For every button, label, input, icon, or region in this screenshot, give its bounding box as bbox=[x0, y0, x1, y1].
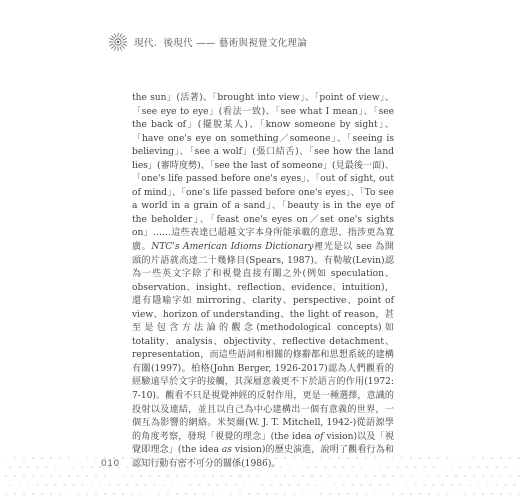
decorative-dot bbox=[441, 466, 443, 468]
decorative-dot bbox=[513, 484, 515, 486]
decorative-dot bbox=[369, 484, 371, 486]
decorative-dot bbox=[437, 475, 439, 477]
decorative-dot bbox=[324, 466, 326, 468]
decorative-dot bbox=[450, 466, 452, 468]
decorative-dot bbox=[428, 475, 430, 477]
text-segment: vision)以及「視覺即理念」(the idea bbox=[132, 431, 394, 456]
decorative-dot bbox=[333, 484, 335, 486]
decorative-dot bbox=[383, 457, 385, 459]
decorative-dot bbox=[257, 493, 259, 495]
decorative-dot bbox=[446, 457, 448, 459]
decorative-dot bbox=[230, 493, 232, 495]
decorative-dot bbox=[54, 484, 56, 486]
decorative-dot bbox=[513, 466, 515, 468]
decorative-dot bbox=[239, 475, 241, 477]
decorative-dot bbox=[464, 493, 466, 495]
decorative-dot bbox=[428, 457, 430, 459]
decorative-dot bbox=[275, 493, 277, 495]
decorative-dot bbox=[288, 466, 290, 468]
decorative-dot bbox=[149, 475, 151, 477]
decorative-dot bbox=[311, 457, 313, 459]
emphasis-of: of bbox=[314, 431, 324, 442]
decorative-dot bbox=[293, 475, 295, 477]
decorative-dot bbox=[153, 466, 155, 468]
decorative-dot bbox=[189, 484, 191, 486]
decorative-dot bbox=[405, 484, 407, 486]
decorative-dot bbox=[473, 457, 475, 459]
decorative-dot bbox=[423, 466, 425, 468]
decorative-dot bbox=[68, 457, 70, 459]
decorative-dot bbox=[149, 457, 151, 459]
decorative-dot bbox=[72, 466, 74, 468]
decorative-dot bbox=[126, 466, 128, 468]
decorative-dot bbox=[360, 484, 362, 486]
body-paragraph bbox=[132, 92, 394, 471]
decorative-dot bbox=[144, 466, 146, 468]
decorative-dot bbox=[135, 466, 137, 468]
decorative-dot bbox=[212, 493, 214, 495]
decorative-dot bbox=[324, 484, 326, 486]
decorative-dot bbox=[329, 493, 331, 495]
decorative-dot bbox=[50, 457, 52, 459]
decorative-dot bbox=[356, 457, 358, 459]
decorative-dot bbox=[284, 475, 286, 477]
decorative-dot bbox=[194, 457, 196, 459]
decorative-dot bbox=[68, 475, 70, 477]
decorative-dot bbox=[450, 484, 452, 486]
decorative-dot bbox=[482, 493, 484, 495]
decorative-dot bbox=[392, 457, 394, 459]
decorative-dot bbox=[104, 493, 106, 495]
decorative-dot bbox=[410, 475, 412, 477]
decorative-dot bbox=[383, 475, 385, 477]
decorative-dot bbox=[473, 493, 475, 495]
decorative-dot bbox=[275, 475, 277, 477]
decorative-dot bbox=[117, 466, 119, 468]
decorative-dot bbox=[455, 493, 457, 495]
decorative-dot bbox=[356, 475, 358, 477]
decorative-dot bbox=[279, 466, 281, 468]
decorative-dot bbox=[230, 457, 232, 459]
decorative-dot bbox=[414, 466, 416, 468]
decorative-dot bbox=[135, 484, 137, 486]
decorative-dot bbox=[140, 475, 142, 477]
decorative-dot bbox=[257, 475, 259, 477]
decorative-dot bbox=[41, 457, 43, 459]
decorative-dot bbox=[180, 466, 182, 468]
sunburst-icon bbox=[108, 32, 128, 52]
decorative-dot bbox=[365, 475, 367, 477]
decorative-dot bbox=[243, 484, 245, 486]
decorative-dot bbox=[50, 493, 52, 495]
decorative-dot bbox=[95, 475, 97, 477]
decorative-dot bbox=[194, 475, 196, 477]
decorative-dot bbox=[423, 484, 425, 486]
decorative-dot bbox=[216, 484, 218, 486]
decorative-dot bbox=[365, 457, 367, 459]
decorative-dot bbox=[248, 493, 250, 495]
decorative-dot bbox=[122, 457, 124, 459]
decorative-dot bbox=[329, 457, 331, 459]
decorative-dot bbox=[365, 493, 367, 495]
decorative-dot bbox=[329, 475, 331, 477]
decorative-dot bbox=[437, 457, 439, 459]
decorative-dot bbox=[491, 457, 493, 459]
decorative-dot bbox=[459, 466, 461, 468]
decorative-dot bbox=[167, 475, 169, 477]
decorative-dot bbox=[63, 484, 65, 486]
decorative-dot bbox=[342, 484, 344, 486]
decorative-dot bbox=[176, 457, 178, 459]
decorative-dot bbox=[77, 493, 79, 495]
decorative-dot bbox=[320, 457, 322, 459]
decorative-dot bbox=[207, 466, 209, 468]
decorative-dot bbox=[347, 457, 349, 459]
decorative-dot bbox=[95, 493, 97, 495]
decorative-dot bbox=[306, 466, 308, 468]
decorative-dot bbox=[275, 457, 277, 459]
decorative-dot bbox=[77, 475, 79, 477]
decorative-dot bbox=[59, 457, 61, 459]
decorative-dot bbox=[81, 466, 83, 468]
decorative-dot bbox=[41, 475, 43, 477]
decorative-dot bbox=[23, 475, 25, 477]
decorative-dot bbox=[81, 484, 83, 486]
decorative-dot bbox=[5, 493, 7, 495]
decorative-dot bbox=[432, 466, 434, 468]
decorative-dot bbox=[446, 475, 448, 477]
decorative-dot bbox=[167, 493, 169, 495]
decorative-dot bbox=[419, 493, 421, 495]
decorative-dot bbox=[392, 493, 394, 495]
decorative-dot bbox=[387, 466, 389, 468]
decorative-dot bbox=[234, 484, 236, 486]
decorative-dot bbox=[9, 466, 11, 468]
decorative-dot bbox=[203, 475, 205, 477]
decorative-dot bbox=[446, 493, 448, 495]
decorative-dot bbox=[162, 484, 164, 486]
decorative-dot bbox=[77, 457, 79, 459]
text-segment: the sun」(活著)、「brought into view」、「point of view」、「see eye to eye」(看法一致)、「see what I mean」、「see the back of」(擺脫某人)、「know someone by sight」、「have one's eye on something／someone」、「seeing is believing」、「see a wolf」(張口結舌)、「see how the land lies」(審時度勢)、「see the last of someone」(見最後一面)、「one's life passed before one's eyes」、「out of sight, out of mind」、「one's life passed before one's eyes」、「To see a world in a grain of a sand」、「beauty is in the eye of the beholder」、「feast one's eyes on／set one's sights on」……這些表達已超越文字本身所能承載的意思，指涉更為寬廣。 bbox=[132, 93, 394, 253]
decorative-dot bbox=[378, 484, 380, 486]
decorative-dot bbox=[351, 484, 353, 486]
decorative-dot bbox=[482, 457, 484, 459]
decorative-dot bbox=[428, 493, 430, 495]
decorative-dot bbox=[302, 475, 304, 477]
decorative-dot bbox=[117, 484, 119, 486]
decorative-dot bbox=[374, 493, 376, 495]
decorative-dot bbox=[306, 484, 308, 486]
decorative-dot bbox=[248, 457, 250, 459]
decorative-dot bbox=[86, 475, 88, 477]
decorative-dot bbox=[302, 457, 304, 459]
decorative-dot bbox=[216, 466, 218, 468]
decorative-dot bbox=[14, 475, 16, 477]
decorative-dot bbox=[468, 466, 470, 468]
decorative-dot bbox=[27, 484, 29, 486]
decorative-dot bbox=[464, 457, 466, 459]
decorative-dot bbox=[113, 493, 115, 495]
decorative-dot bbox=[212, 457, 214, 459]
decorative-dot bbox=[491, 493, 493, 495]
decorative-dot bbox=[477, 466, 479, 468]
decorative-dot bbox=[257, 457, 259, 459]
decorative-dot bbox=[266, 457, 268, 459]
decorative-dot bbox=[401, 457, 403, 459]
decorative-dot bbox=[387, 484, 389, 486]
decorative-dot bbox=[185, 457, 187, 459]
decorative-dot bbox=[171, 466, 173, 468]
decorative-dot bbox=[468, 484, 470, 486]
decorative-dot bbox=[270, 466, 272, 468]
decorative-dot bbox=[396, 466, 398, 468]
decorative-dot bbox=[18, 466, 20, 468]
decorative-dot bbox=[203, 493, 205, 495]
decorative-dot bbox=[315, 466, 317, 468]
decorative-dot bbox=[23, 493, 25, 495]
decorative-dot bbox=[198, 484, 200, 486]
decorative-dot bbox=[104, 475, 106, 477]
decorative-dot bbox=[180, 484, 182, 486]
decorative-dot bbox=[126, 484, 128, 486]
decorative-dot bbox=[338, 475, 340, 477]
decorative-dot bbox=[320, 475, 322, 477]
decorative-dot bbox=[176, 493, 178, 495]
decorative-dot bbox=[221, 493, 223, 495]
decorative-dot bbox=[212, 475, 214, 477]
decorative-dot bbox=[279, 484, 281, 486]
text-segment: vision)的歷史演進，說明了觀看行為和認知行動有密不可分的關係(1986)。 bbox=[132, 445, 394, 469]
decorative-dot bbox=[108, 466, 110, 468]
decorative-dot bbox=[432, 484, 434, 486]
decorative-dot bbox=[113, 475, 115, 477]
decorative-dot bbox=[284, 457, 286, 459]
decorative-dot bbox=[5, 457, 7, 459]
decorative-dot bbox=[32, 493, 34, 495]
decorative-dot bbox=[374, 457, 376, 459]
decorative-dot bbox=[131, 457, 133, 459]
decorative-dot bbox=[383, 493, 385, 495]
decorative-dot bbox=[32, 457, 34, 459]
decorative-dot bbox=[122, 475, 124, 477]
header-title: 現代．後現代 —— 藝術與視覺文化理論 bbox=[134, 38, 307, 49]
decorative-dot bbox=[167, 457, 169, 459]
decorative-dot bbox=[18, 484, 20, 486]
decorative-dot bbox=[189, 466, 191, 468]
decorative-dot bbox=[113, 457, 115, 459]
decorative-dot bbox=[491, 475, 493, 477]
text-segment: 裡光是以 see 為開頭的片語就高達二十幾條目(Spears, 1987)。有勒敏(Levin)認為一些英文字除了和視覺直接有關之外(例如 speculation、observation、insight、reflection、evidence、intuition)，還有隱喻字如 mirroring、clarity、perspective、point of view、horizon of understanding、the light of reason，甚至是包含方法論的觀念(methodological concepts)如 totality、analysis、objectivity、reflective detachment、representation，而這些語詞和相關的修辭都和思想系統的建構有關(1997)。柏格(John Berger, 1926-2017)認為人們觀看的經驗遠早於文字的接觸，其深層意義更不下於語言的作用(1972: 7-10)。觀看不只是視覺神經的反射作用，更是一種選擇，意識的投射以及連結，並且以自己為中心建構出一個有意義的世界，一個互為影響的網絡。米契爾(W. J. T. Mitchell, 1942-)從語源學的角度考察，發現「視覺的理念」(the idea bbox=[132, 242, 394, 442]
decorative-dot bbox=[248, 475, 250, 477]
decorative-dot bbox=[482, 475, 484, 477]
decorative-dot bbox=[234, 466, 236, 468]
decorative-dot bbox=[410, 457, 412, 459]
decorative-dot bbox=[185, 475, 187, 477]
decorative-dot bbox=[293, 493, 295, 495]
decorative-dot bbox=[351, 466, 353, 468]
decorative-dot bbox=[99, 466, 101, 468]
decorative-dot bbox=[243, 466, 245, 468]
decorative-dot bbox=[90, 466, 92, 468]
decorative-dot bbox=[225, 466, 227, 468]
decorative-dot bbox=[50, 475, 52, 477]
decorative-dot bbox=[509, 493, 511, 495]
running-header bbox=[108, 32, 504, 52]
decorative-dot bbox=[396, 484, 398, 486]
decorative-dot bbox=[14, 493, 16, 495]
decorative-dot bbox=[68, 493, 70, 495]
decorative-dot bbox=[140, 457, 142, 459]
decorative-dot bbox=[414, 484, 416, 486]
decorative-dot bbox=[41, 493, 43, 495]
decorative-dot bbox=[252, 466, 254, 468]
decorative-dot bbox=[162, 466, 164, 468]
decorative-dot bbox=[464, 475, 466, 477]
decorative-dot bbox=[122, 493, 124, 495]
decorative-dot bbox=[54, 466, 56, 468]
decorative-dot bbox=[311, 493, 313, 495]
decorative-dot bbox=[185, 493, 187, 495]
decorative-dot bbox=[509, 457, 511, 459]
decorative-dot bbox=[203, 457, 205, 459]
decorative-dot bbox=[261, 484, 263, 486]
decorative-dot bbox=[486, 466, 488, 468]
decorative-dot bbox=[86, 457, 88, 459]
decorative-dot bbox=[347, 475, 349, 477]
decorative-dot bbox=[473, 475, 475, 477]
decorative-dot bbox=[252, 484, 254, 486]
decorative-dot bbox=[500, 457, 502, 459]
decorative-dot bbox=[36, 484, 38, 486]
decorative-dot bbox=[419, 457, 421, 459]
decorative-dot bbox=[158, 475, 160, 477]
decorative-dot bbox=[158, 457, 160, 459]
decorative-dot bbox=[221, 475, 223, 477]
decorative-dot bbox=[176, 475, 178, 477]
paragraph bbox=[132, 92, 394, 471]
decorative-dot bbox=[5, 475, 7, 477]
decorative-dot bbox=[230, 475, 232, 477]
decorative-dot bbox=[347, 493, 349, 495]
decorative-dot bbox=[410, 493, 412, 495]
decorative-dot bbox=[437, 493, 439, 495]
decorative-dot bbox=[441, 484, 443, 486]
decorative-dot bbox=[90, 484, 92, 486]
decorative-dot bbox=[99, 484, 101, 486]
page-number: 010 bbox=[101, 459, 120, 469]
decorative-dot bbox=[149, 493, 151, 495]
decorative-dot bbox=[401, 493, 403, 495]
decorative-dot bbox=[459, 484, 461, 486]
decorative-dot bbox=[104, 457, 106, 459]
decorative-dot bbox=[369, 466, 371, 468]
decorative-dot bbox=[266, 475, 268, 477]
decorative-dot bbox=[311, 475, 313, 477]
decorative-dot-pattern bbox=[0, 440, 520, 500]
decorative-dot bbox=[356, 493, 358, 495]
decorative-dot bbox=[45, 484, 47, 486]
decorative-dot bbox=[405, 466, 407, 468]
decorative-dot bbox=[284, 493, 286, 495]
decorative-dot bbox=[140, 493, 142, 495]
emphasis-as: as bbox=[221, 445, 232, 456]
decorative-dot bbox=[59, 475, 61, 477]
decorative-dot bbox=[495, 466, 497, 468]
decorative-dot bbox=[338, 493, 340, 495]
decorative-dot bbox=[59, 493, 61, 495]
decorative-dot bbox=[302, 493, 304, 495]
decorative-dot bbox=[225, 484, 227, 486]
decorative-dot bbox=[23, 457, 25, 459]
decorative-dot bbox=[32, 475, 34, 477]
decorative-dot bbox=[194, 493, 196, 495]
decorative-dot bbox=[342, 466, 344, 468]
decorative-dot bbox=[239, 493, 241, 495]
book-title: NTC's American Idioms Dictionary bbox=[151, 242, 314, 253]
decorative-dot bbox=[171, 484, 173, 486]
decorative-dot bbox=[153, 484, 155, 486]
decorative-dot bbox=[9, 484, 11, 486]
decorative-dot bbox=[14, 457, 16, 459]
decorative-dot bbox=[486, 484, 488, 486]
decorative-dot bbox=[72, 484, 74, 486]
decorative-dot bbox=[509, 475, 511, 477]
decorative-dot bbox=[401, 475, 403, 477]
decorative-dot bbox=[374, 475, 376, 477]
decorative-dot bbox=[455, 475, 457, 477]
decorative-dot bbox=[45, 466, 47, 468]
decorative-dot bbox=[144, 484, 146, 486]
decorative-dot bbox=[198, 466, 200, 468]
decorative-dot bbox=[131, 493, 133, 495]
decorative-dot bbox=[315, 484, 317, 486]
decorative-dot bbox=[477, 484, 479, 486]
decorative-dot bbox=[378, 466, 380, 468]
decorative-dot bbox=[504, 466, 506, 468]
decorative-dot bbox=[495, 484, 497, 486]
decorative-dot bbox=[239, 457, 241, 459]
decorative-dot bbox=[207, 484, 209, 486]
decorative-dot bbox=[27, 466, 29, 468]
decorative-dot bbox=[158, 493, 160, 495]
decorative-dot bbox=[500, 475, 502, 477]
decorative-dot bbox=[504, 484, 506, 486]
decorative-dot bbox=[270, 484, 272, 486]
decorative-dot bbox=[36, 466, 38, 468]
decorative-dot bbox=[108, 484, 110, 486]
decorative-dot bbox=[293, 457, 295, 459]
decorative-dot bbox=[360, 466, 362, 468]
decorative-dot bbox=[266, 493, 268, 495]
decorative-dot bbox=[261, 466, 263, 468]
decorative-dot bbox=[392, 475, 394, 477]
decorative-dot bbox=[86, 493, 88, 495]
decorative-dot bbox=[455, 457, 457, 459]
decorative-dot bbox=[288, 484, 290, 486]
decorative-dot bbox=[95, 457, 97, 459]
decorative-dot bbox=[333, 466, 335, 468]
decorative-dot bbox=[63, 466, 65, 468]
decorative-dot bbox=[320, 493, 322, 495]
decorative-dot bbox=[131, 475, 133, 477]
decorative-dot bbox=[500, 493, 502, 495]
decorative-dot bbox=[419, 475, 421, 477]
decorative-dot bbox=[297, 466, 299, 468]
decorative-dot bbox=[338, 457, 340, 459]
decorative-dot bbox=[221, 457, 223, 459]
decorative-dot bbox=[297, 484, 299, 486]
